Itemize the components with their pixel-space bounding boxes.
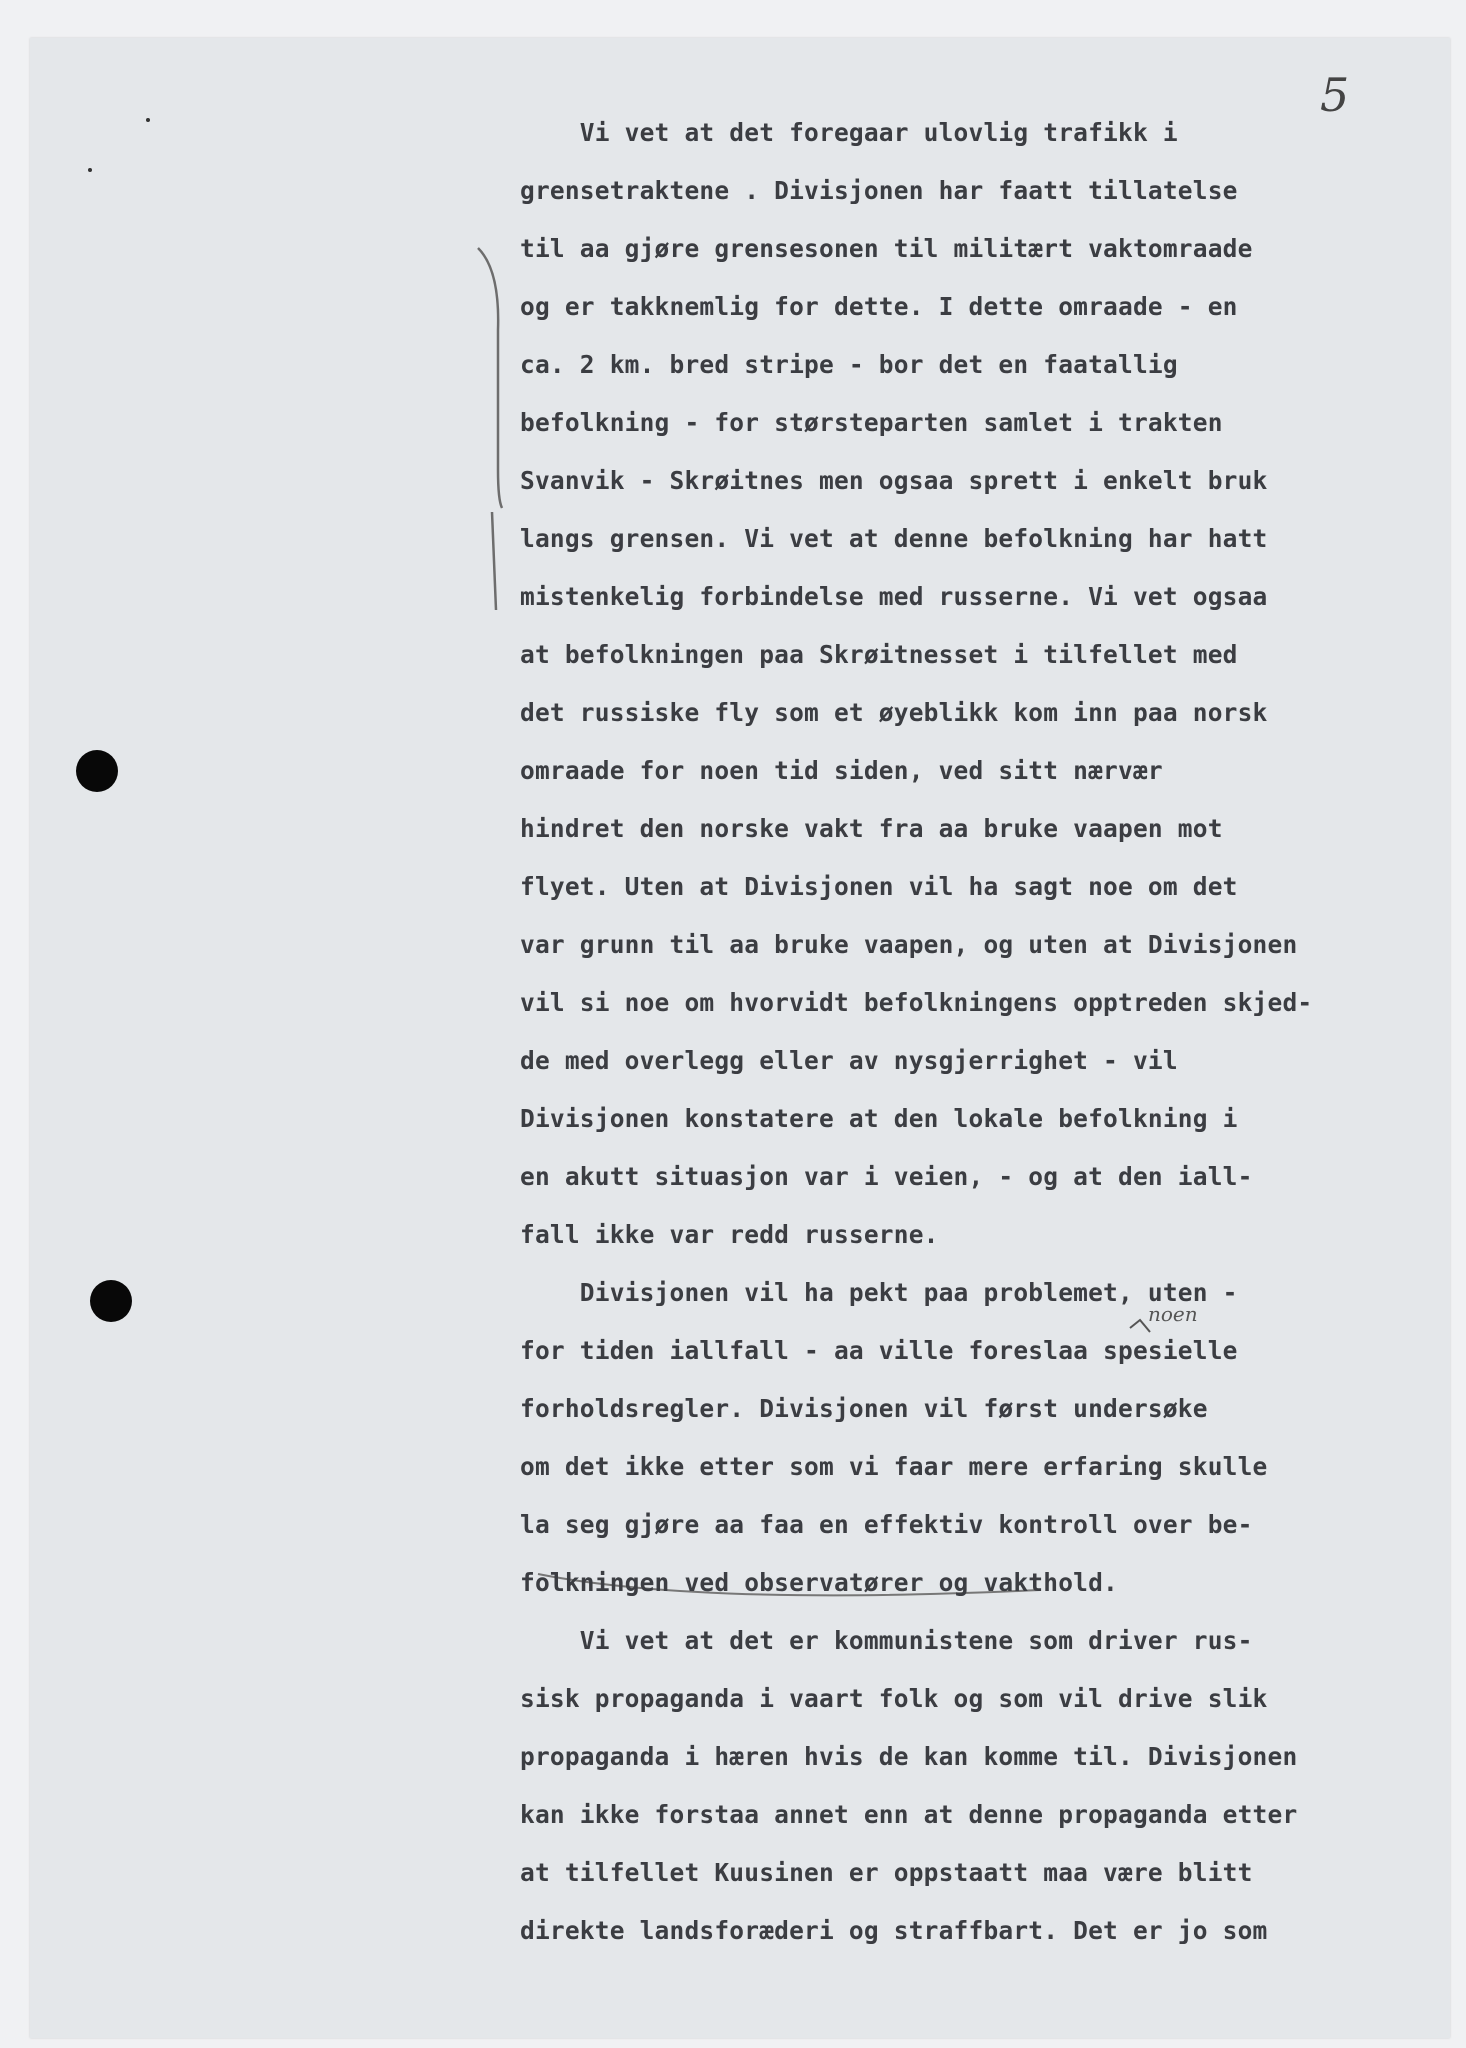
text-line: var grunn til aa bruke vaapen, og uten at Divisjonen [520, 930, 1298, 959]
text-line: grensetraktene . Divisjonen har faatt tillatelse [520, 176, 1238, 205]
text-line: Vi vet at det foregaar ulovlig trafikk i [520, 118, 1178, 147]
text-line: flyet. Uten at Divisjonen vil ha sagt noe om det [520, 872, 1238, 901]
handwritten-insert: noen [1148, 1302, 1198, 1326]
text-line: langs grensen. Vi vet at denne befolkning har hatt [520, 524, 1268, 553]
text-line: la seg gjøre aa faa en effektiv kontroll over be- [520, 1510, 1253, 1539]
text-line: og er takknemlig for dette. I dette omraade - en [520, 292, 1238, 321]
text-line: det russiske fly som et øyeblikk kom inn paa norsk [520, 698, 1268, 727]
text-line: fall ikke var redd russerne. [520, 1220, 939, 1249]
text-line: folkningen ved observatører og vakthold. [520, 1568, 1119, 1597]
text-line: at befolkningen paa Skrøitnesset i tilfellet med [520, 640, 1238, 669]
text-line: de med overlegg eller av nysgjerrighet - vil [520, 1046, 1178, 1075]
text-line: ca. 2 km. bred stripe - bor det en faatallig [520, 350, 1178, 379]
text-line: kan ikke forstaa annet enn at denne propaganda etter [520, 1800, 1298, 1829]
text-line: vil si noe om hvorvidt befolkningens opptreden skjed- [520, 988, 1313, 1017]
text-line: direkte landsforæderi og straffbart. Det er jo som [520, 1916, 1268, 1945]
text-line: Vi vet at det er kommunistene som driver rus- [520, 1626, 1253, 1655]
text-line: forholdsregler. Divisjonen vil først undersøke [520, 1394, 1208, 1423]
text-line: Divisjonen vil ha pekt paa problemet, uten - [520, 1278, 1238, 1307]
text-line: Svanvik - Skrøitnes men ogsaa sprett i enkelt bruk [520, 466, 1268, 495]
text-line: for tiden iallfall - aa ville foreslaa spesielle [520, 1336, 1238, 1365]
text-line: omraade for noen tid siden, ved sitt nærvær [520, 756, 1163, 785]
text-line: at tilfellet Kuusinen er oppstaatt maa være blitt [520, 1858, 1253, 1887]
text-line: hindret den norske vakt fra aa bruke vaapen mot [520, 814, 1223, 843]
text-line: propaganda i hæren hvis de kan komme til. Divisjonen [520, 1742, 1298, 1771]
page-number: 5 [1320, 68, 1350, 122]
text-line: om det ikke etter som vi faar mere erfaring skulle [520, 1452, 1268, 1481]
text-line: befolkning - for størsteparten samlet i trakten [520, 408, 1223, 437]
text-line: sisk propaganda i vaart folk og som vil drive slik [520, 1684, 1268, 1713]
text-line: til aa gjøre grensesonen til militært vaktomraade [520, 234, 1253, 263]
text-line: Divisjonen konstatere at den lokale befolkning i [520, 1104, 1238, 1133]
text-line: mistenkelig forbindelse med russerne. Vi vet ogsaa [520, 582, 1268, 611]
text-line: en akutt situasjon var i veien, - og at den iall- [520, 1162, 1253, 1191]
